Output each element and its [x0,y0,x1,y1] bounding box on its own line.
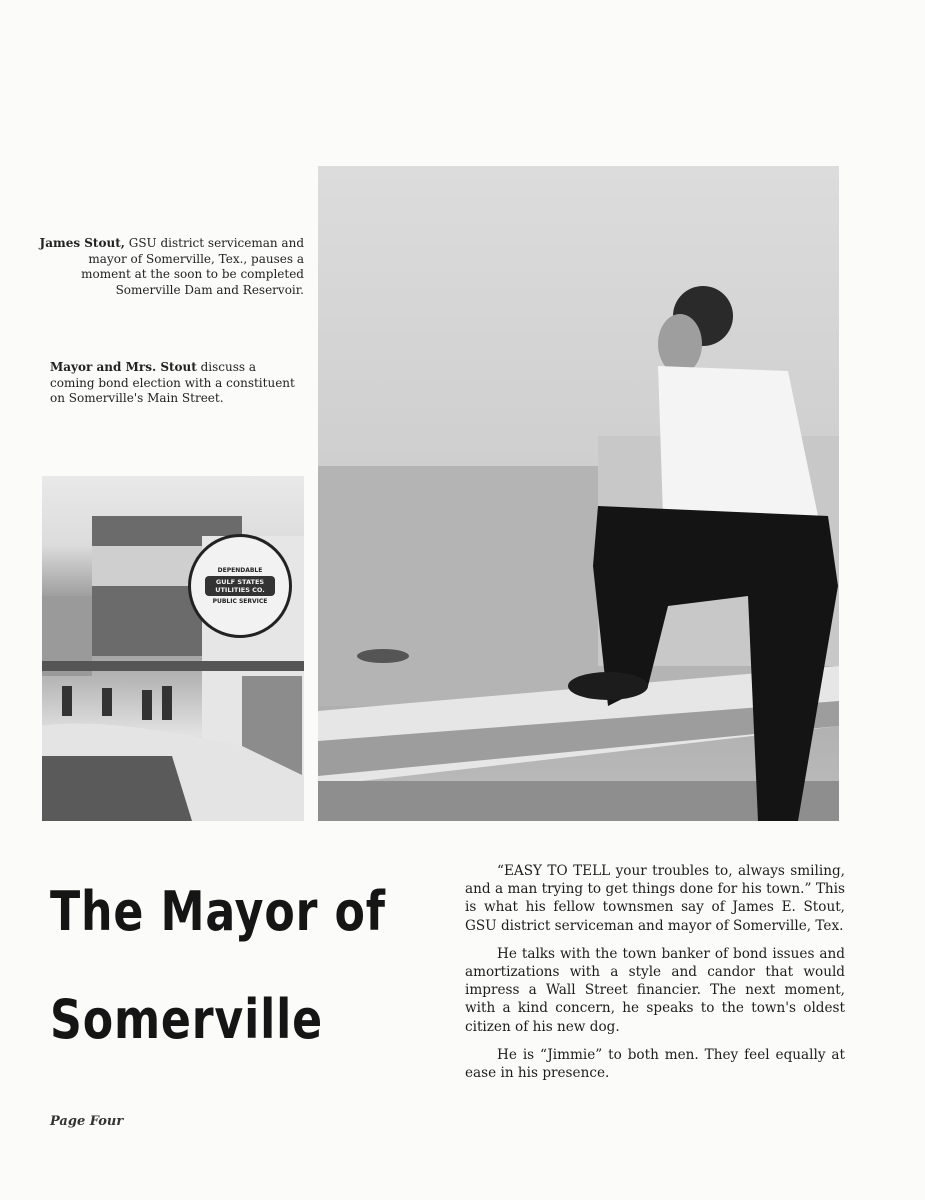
paragraph: “EASY TO TELL your troubles to, always smiling, and a man trying to get things done for his town.” This is what his fellow townsmen say of James E. Stout, GSU district serviceman and mayor of Somerville, Tex. [465,863,845,934]
caption-text: GSU district serviceman and mayor of Somerville, Tex., pauses a moment at the soon to be completed Somerville Dam and Reservoir. [81,236,304,297]
article-body [465,862,845,1092]
dam-reservoir-photo [318,166,839,821]
paragraph: He talks with the town banker of bond issues and amortizations with a style and candor that would impress a Wall Street financier. The next moment, with a kind concern, he speaks to the town's oldest citizen of his new dog. [465,945,845,1035]
title-line-1: The Mayor of [50,880,386,943]
article-title [50,858,386,1074]
caption-lead: Mayor and Mrs. Stout [50,360,197,374]
caption-lead: James Stout, [39,236,125,250]
sign-bottom: PUBLIC SERVICE [212,598,268,605]
gulf-states-utilities-sign [188,534,292,638]
main-street-photo [42,476,304,821]
dam-photo-caption [36,236,304,298]
sign-top: DEPENDABLE [217,566,263,574]
sign-middle: GULF STATES UTILITIES CO. [205,576,275,596]
caption-text: discuss a coming bond election with a constituent on Somerville's Main Street. [50,360,295,405]
street-photo-caption [50,360,300,407]
paragraph: He is “Jimmie” to both men. They feel equally at ease in his presence. [465,1046,845,1082]
title-line-2: Somerville [50,988,323,1051]
page-number: Page Four [50,1114,124,1129]
